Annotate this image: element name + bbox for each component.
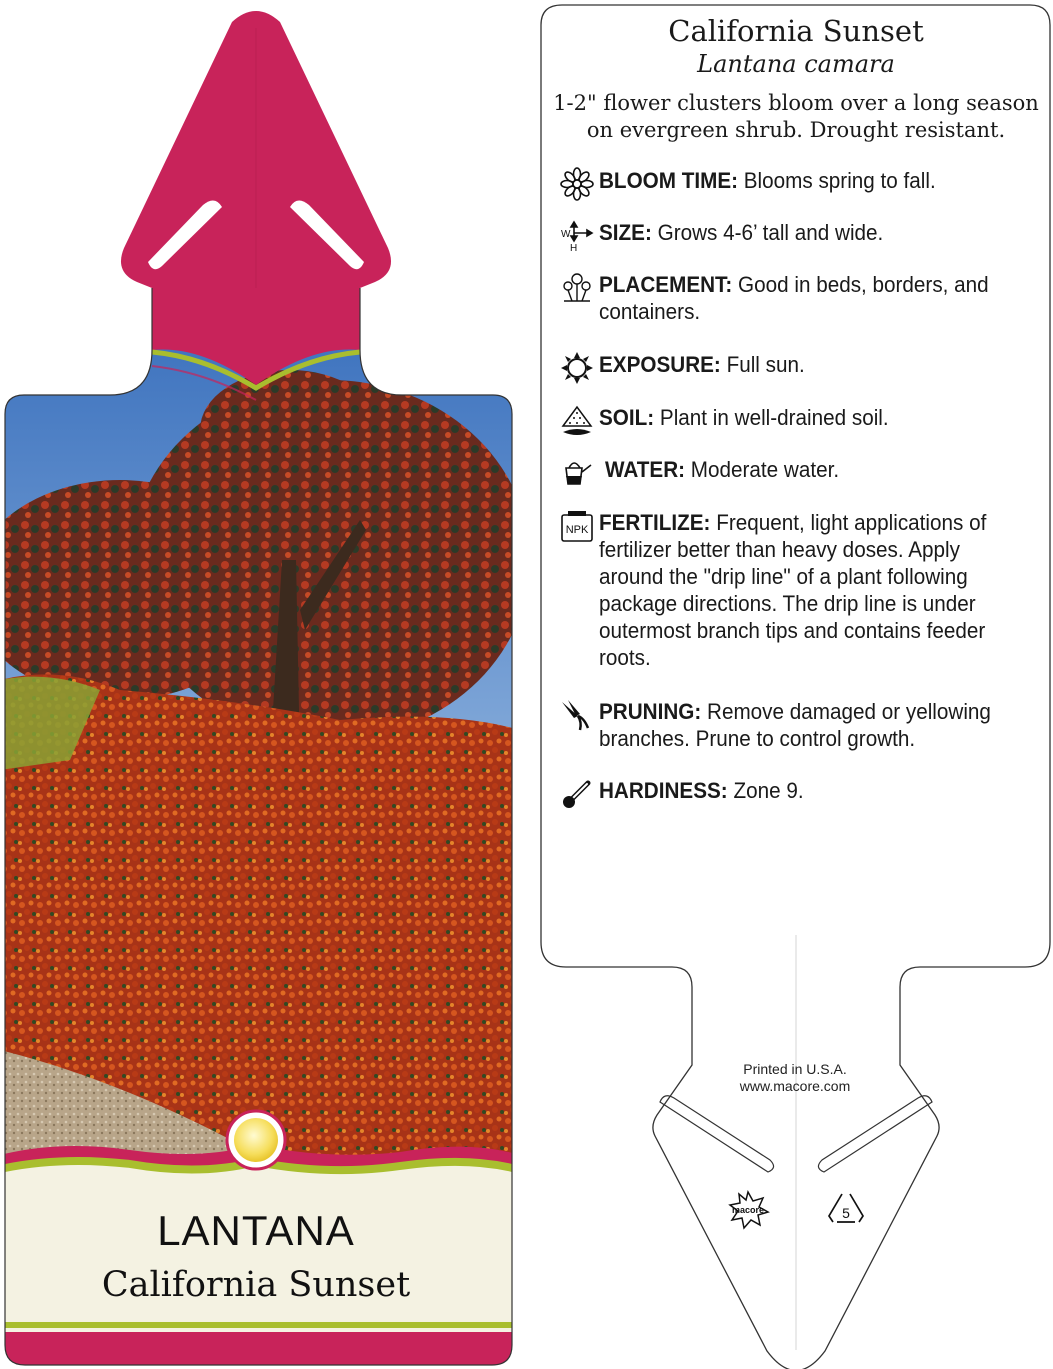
watering-can-icon <box>560 456 594 490</box>
care-value: Grows 4-6’ tall and wide. <box>657 220 884 245</box>
care-label: HARDINESS: <box>599 778 728 803</box>
care-label: PLACEMENT: <box>599 272 733 297</box>
npk-fertilizer-icon <box>560 509 594 543</box>
svg-text:macore: macore <box>731 1205 765 1215</box>
care-label: SIZE: <box>599 220 652 245</box>
svg-text:W: W <box>561 229 571 240</box>
care-label: SOIL: <box>599 405 655 430</box>
printed-website: www.macore.com <box>739 1078 851 1094</box>
care-label: PRUNING: <box>599 699 702 724</box>
plant-cultivar: California Sunset <box>101 1265 411 1305</box>
description-line: 1-2" flower clusters bloom over a long season <box>553 91 1039 115</box>
thermometer-icon <box>560 777 594 811</box>
care-label: EXPOSURE: <box>599 352 721 377</box>
care-value: Full sun. <box>726 352 805 377</box>
svg-text:H: H <box>570 243 578 253</box>
care-value: Moderate water. <box>690 457 840 482</box>
sun-icon <box>560 351 594 385</box>
back-title: California Sunset <box>668 14 924 48</box>
flower-icon <box>560 167 594 201</box>
latin-name: Lantana camara <box>697 50 895 78</box>
svg-text:NPK: NPK <box>565 524 589 536</box>
printed-country: Printed in U.S.A. <box>743 1061 847 1077</box>
care-value: Blooms spring to fall. <box>743 168 936 193</box>
description-line: on evergreen shrub. Drought resistant. <box>586 118 1006 142</box>
back-tag-outline <box>541 5 1050 1369</box>
care-value: Zone 9. <box>733 778 804 803</box>
svg-text:5: 5 <box>842 1205 850 1221</box>
pruners-icon <box>560 698 594 732</box>
care-value: Plant in well-drained soil. <box>659 405 889 430</box>
plant-description <box>548 90 1044 144</box>
care-label: WATER: <box>605 457 686 482</box>
care-label: FERTILIZE: <box>599 510 711 535</box>
printed-info <box>700 1061 890 1095</box>
care-value: Good in beds, borders, and containers. <box>599 272 989 324</box>
soil-icon <box>560 404 594 438</box>
size-arrows-icon <box>560 219 594 253</box>
care-label: BLOOM TIME: <box>599 168 739 193</box>
care-value: Frequent, light applications of fertilizer better than heavy doses. Apply around the "drip line" of a plant following package directions. The drip line is under outermost branch tips and contains feeder roots. <box>599 510 987 670</box>
care-value: Remove damaged or yellowing branches. Prune to control growth. <box>599 699 991 751</box>
flowers-placement-icon <box>560 271 594 305</box>
plant-genus: LANTANA <box>157 1207 355 1254</box>
